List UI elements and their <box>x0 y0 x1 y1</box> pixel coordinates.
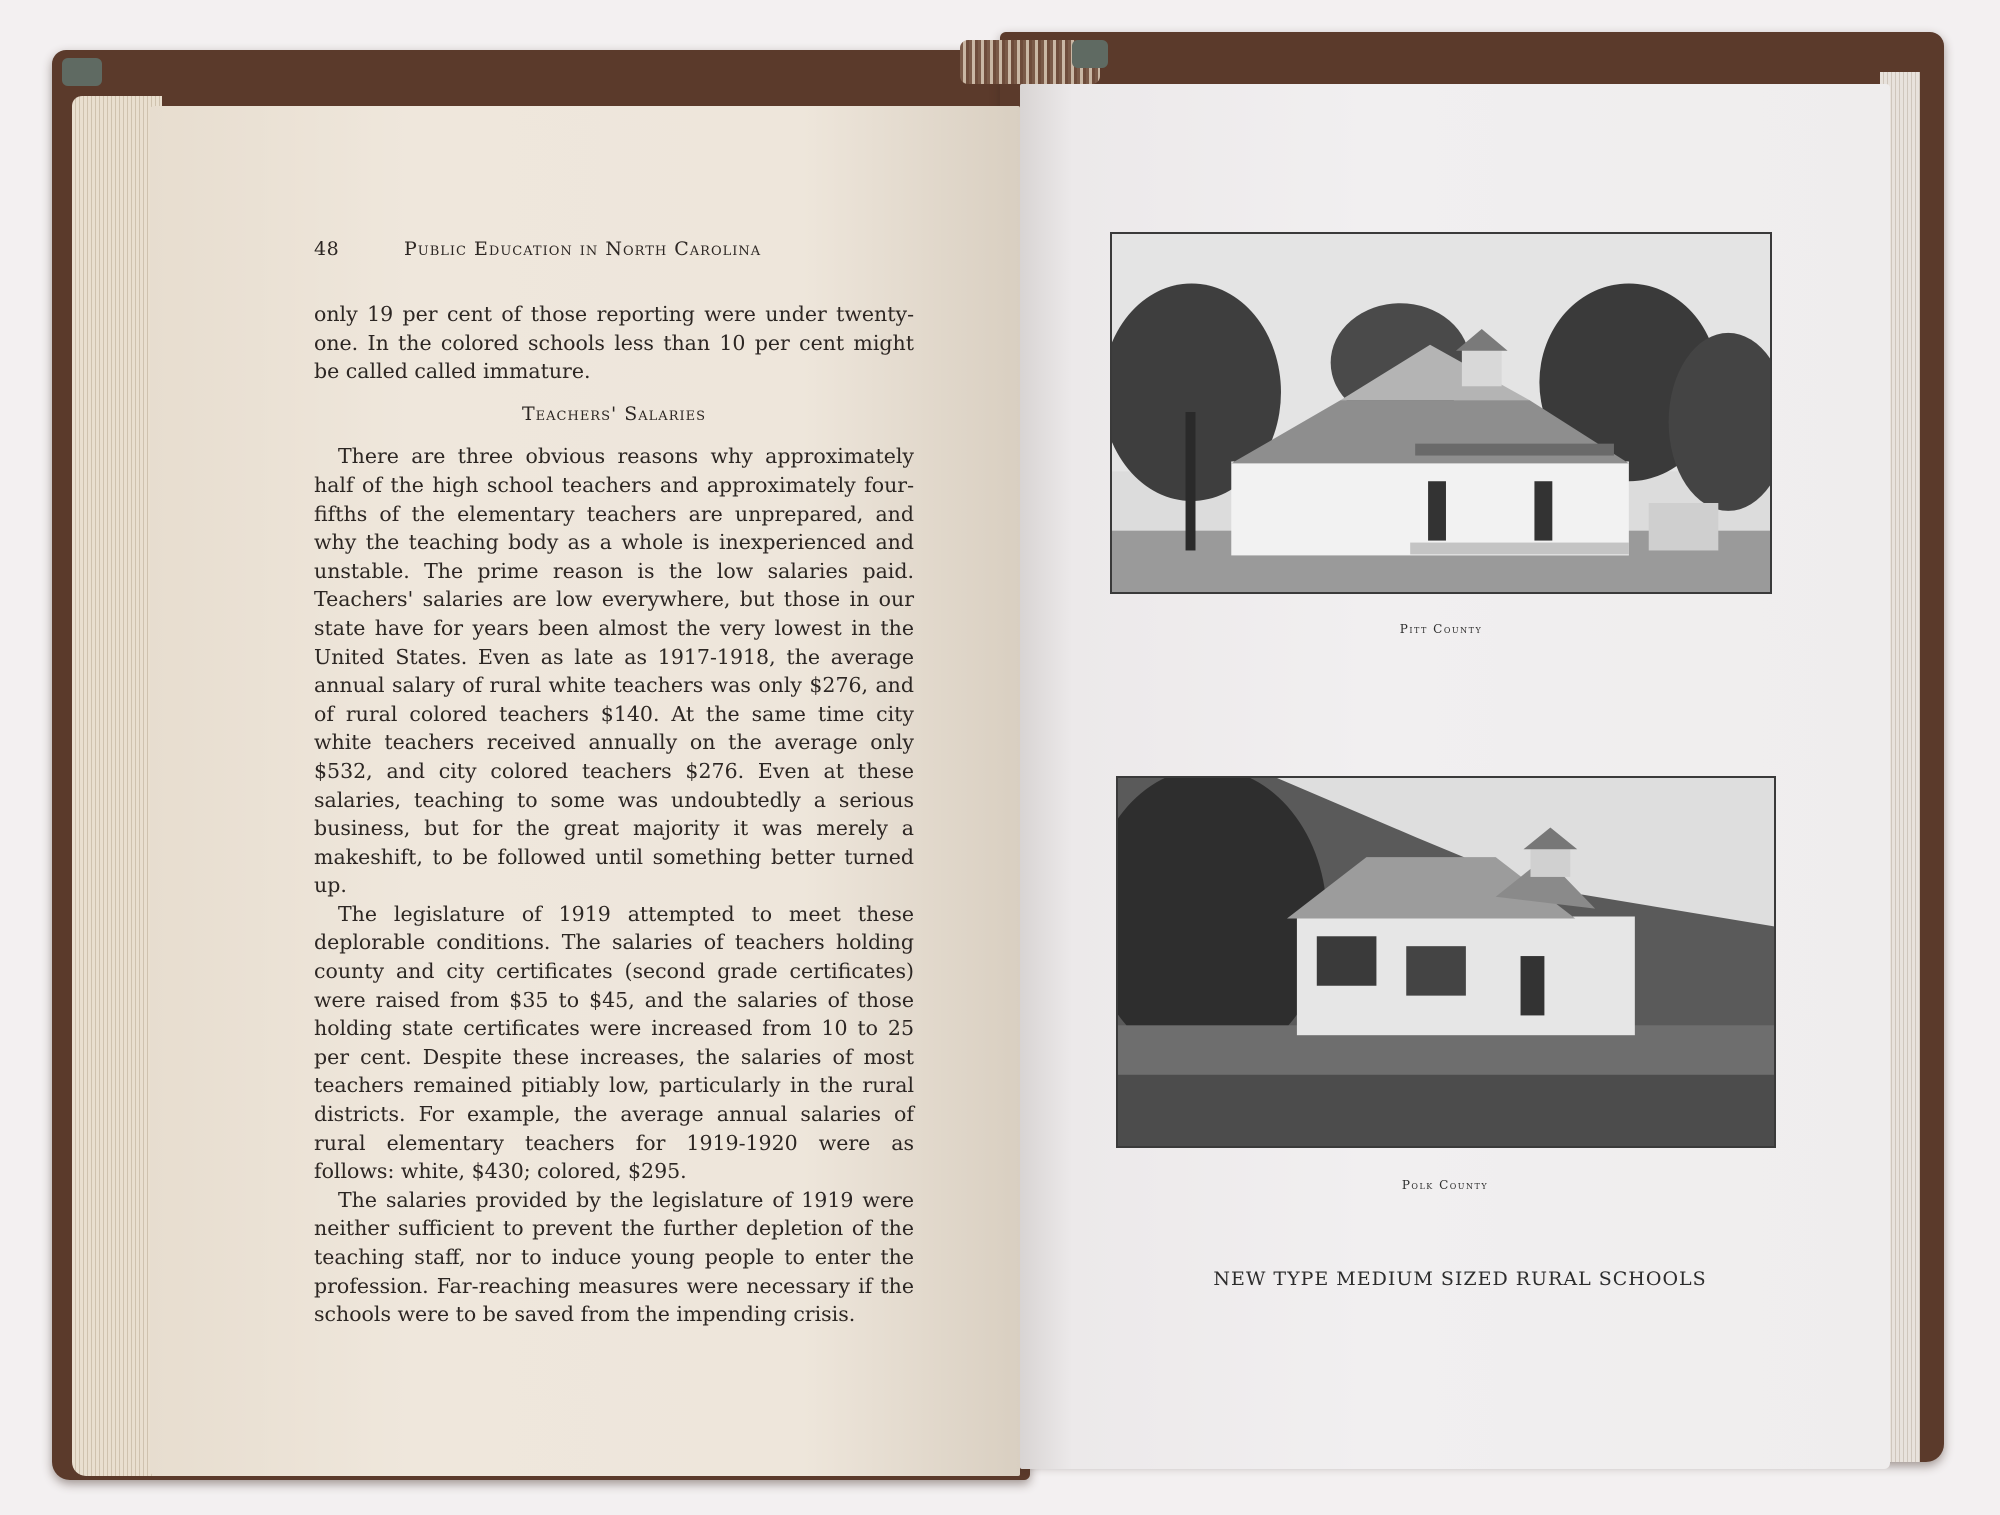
caption-pitt-county: Pitt County <box>1399 622 1483 636</box>
running-head <box>314 238 914 260</box>
running-title: Public Education in North Carolina <box>404 238 762 260</box>
photo-pitt-county-school <box>1110 232 1772 594</box>
cover-corner-left <box>62 58 102 86</box>
caption-polk-county: Polk County <box>1401 1178 1489 1192</box>
paragraph-continued: only 19 per cent of those reporting were under twenty-one. In the colored schools less than 10 per cent might be called called immature. <box>314 302 914 384</box>
photo-polk-county-school <box>1116 776 1776 1148</box>
section-heading: Teachers' Salaries <box>521 402 707 425</box>
paragraph: There are three obvious reasons why approximately half of the high school teachers and approximately four-fifths of the elementary teachers are unprepared, and why the teaching body as a whole is inexperienced and unstable. The prime reason is the low salaries paid. Teachers' salaries are low everywhere, but those in our state have for years been almost the very lowest in the United States. Even as late as 1917-1918, the average annual salary of rural white teachers was only $276, and of rural colored teachers $140. At the same time city white teachers received annually on the average only $532, and city colored teachers $276. Even at these salaries, teaching to some was undoubtedly a serious business, but for the great majority it was merely a makeshift, to be followed until something better turned up. <box>314 444 914 898</box>
plate-title: NEW TYPE MEDIUM SIZED RURAL SCHOOLS <box>1213 1268 1707 1290</box>
cover-corner-right <box>1072 40 1108 68</box>
page-edges-left <box>72 96 162 1476</box>
left-page-body <box>314 300 914 1329</box>
page-number: 48 <box>314 238 340 260</box>
paragraph: The salaries provided by the legislature of 1919 were neither sufficient to prevent the further depletion of the teaching staff, nor to induce young people to enter the profession. Far-reaching measures were necessary if the schools were to be saved from the impending crisis. <box>314 1187 914 1327</box>
paragraph: The legislature of 1919 attempted to meet these deplorable conditions. The salaries of teachers holding county and city certificates (second grade certificates) were raised from $35 to $45, and the salaries of those holding state certificates were increased from 10 to 25 per cent. Despite these increases, the salaries of most teachers remained pitiably low, particularly in the rural districts. For example, the average annual salaries of rural elementary teachers for 1919-1920 were as follows: white, $430; colored, $295. <box>314 901 914 1184</box>
